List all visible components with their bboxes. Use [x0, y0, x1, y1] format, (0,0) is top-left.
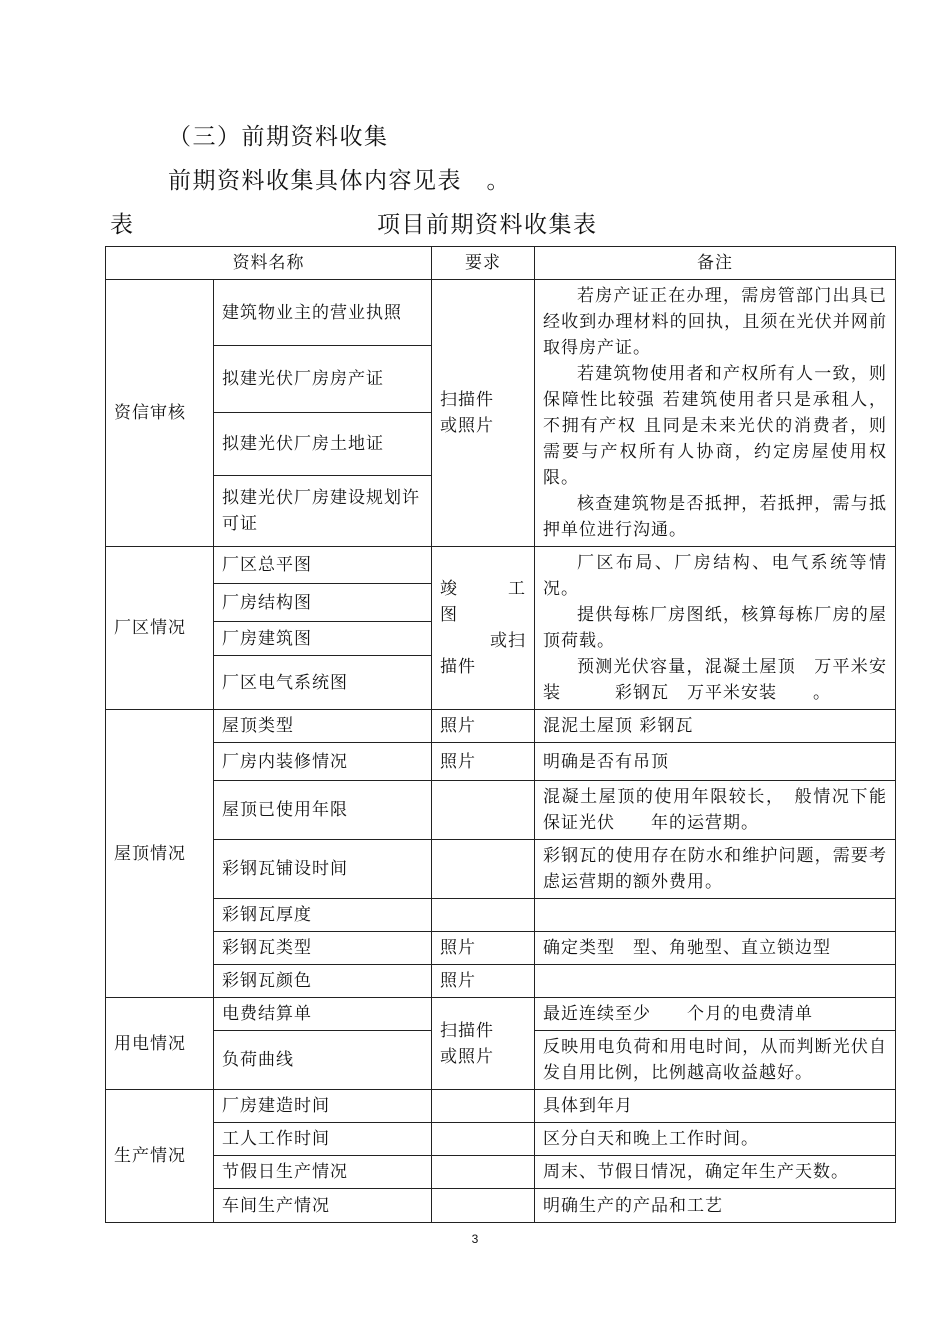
- item-cell: 拟建光伏厂房房产证: [214, 346, 432, 413]
- remark-paragraph: 若房产证正在办理，需房管部门出具已经收到办理材料的回执，且须在光伏并网前取得房产证。: [543, 286, 887, 358]
- remark-cell: 彩钢瓦的使用存在防水和维护问题，需要考虑运营期的额外费用。: [535, 840, 896, 899]
- item-cell: 厂房建筑图: [214, 622, 432, 656]
- item-cell: 建筑物业主的营业执照: [214, 280, 432, 346]
- requirement-line: 扫描件: [440, 1020, 494, 1041]
- requirement-cell: 照片: [432, 932, 535, 965]
- item-cell: 工人工作时间: [214, 1123, 432, 1156]
- item-cell: 厂区总平图: [214, 547, 432, 584]
- category-production: 生产情况: [106, 1090, 214, 1223]
- remark-cell: 最近连续至少 个月的电费清单: [535, 998, 896, 1031]
- requirement-line: 扫描件: [440, 390, 494, 410]
- category-roof: 屋顶情况: [106, 710, 214, 998]
- requirement-cell: [432, 1090, 535, 1123]
- category-power: 用电情况: [106, 998, 214, 1090]
- remark-cell: 明确是否有吊顶: [535, 743, 896, 781]
- requirement-line: 描件: [440, 657, 476, 677]
- item-cell: 厂房内装修情况: [214, 743, 432, 781]
- item-cell: 屋顶已使用年限: [214, 781, 432, 840]
- item-cell: 彩钢瓦厚度: [214, 899, 432, 932]
- remark-cell: 混泥土屋顶 彩钢瓦: [535, 710, 896, 743]
- item-cell: 彩钢瓦颜色: [214, 965, 432, 998]
- table-row: [106, 998, 896, 1031]
- table-caption-prefix: 表: [110, 212, 135, 238]
- intro-text: 前期资料收集具体内容见表 。: [168, 168, 511, 194]
- requirement-cell: 照片: [432, 710, 535, 743]
- item-cell: 拟建光伏厂房建设规划许可证: [214, 476, 432, 547]
- requirement-cell: 照片: [432, 743, 535, 781]
- requirement-cell: [432, 781, 535, 840]
- requirement-cell: [432, 1156, 535, 1189]
- requirement-power: [432, 998, 535, 1090]
- remark-paragraph: 厂区布局、厂房结构、电气系统等情况。: [543, 553, 887, 599]
- item-cell: 彩钢瓦类型: [214, 932, 432, 965]
- table-row: [106, 965, 896, 998]
- header-requirement: 要求: [432, 247, 535, 280]
- header-remark: 备注: [535, 247, 896, 280]
- remark-credit: [535, 280, 896, 547]
- remark-paragraph: 提供每栋厂房图纸，核算每栋厂房的屋顶荷载。: [543, 605, 887, 651]
- requirement-cell: [432, 1123, 535, 1156]
- remark-cell: 具体到年月: [535, 1090, 896, 1123]
- table-row: [106, 280, 896, 346]
- requirement-line: 或照片: [440, 1046, 494, 1067]
- remark-paragraph: 核查建筑物是否抵押，若抵押，需与抵押单位进行沟通。: [543, 494, 887, 540]
- remark-paragraph: 若建筑物使用者和产权所有人一致，则保障性比较强 若建筑使用者只是承租人，不拥有产权 且同是未来光伏的消费者，则需要与产权所有人协商，约定房屋使用权限。: [543, 364, 887, 488]
- requirement-cell: 照片: [432, 965, 535, 998]
- requirement-credit: [432, 280, 535, 547]
- remark-cell: 区分白天和晚上工作时间。: [535, 1123, 896, 1156]
- table-row: [106, 932, 896, 965]
- item-cell: 拟建光伏厂房土地证: [214, 413, 432, 476]
- remark-paragraph: 预测光伏容量，混凝土屋顶 万平米安装 彩钢瓦 万平米安装 。: [543, 657, 887, 703]
- requirement-line: 或照片: [440, 416, 494, 436]
- requirement-cell: [432, 1189, 535, 1223]
- remark-cell: [535, 965, 896, 998]
- item-cell: 电费结算单: [214, 998, 432, 1031]
- materials-table: [105, 246, 896, 1223]
- item-cell: 节假日生产情况: [214, 1156, 432, 1189]
- table-row: [106, 1156, 896, 1189]
- requirement-line: 或扫: [490, 631, 526, 651]
- item-cell: 负荷曲线: [214, 1031, 432, 1090]
- item-cell: 厂区电气系统图: [214, 656, 432, 710]
- table-header-row: [106, 247, 896, 280]
- table-row: [106, 1123, 896, 1156]
- table-caption-title: 项目前期资料收集表: [377, 212, 598, 238]
- table-row: [106, 710, 896, 743]
- requirement-cell: [432, 840, 535, 899]
- requirement-factory: [432, 547, 544, 710]
- remark-cell: 混凝土屋顶的使用年限较长， 般情况下能保证光伏 年的运营期。: [535, 781, 896, 840]
- table-row: [106, 899, 896, 932]
- table-row: [106, 1189, 896, 1223]
- section-heading: （三）前期资料收集: [168, 124, 389, 150]
- remark-cell: 反映用电负荷和用电时间，从而判断光伏自发自用比例，比例越高收益越好。: [535, 1031, 896, 1090]
- requirement-cell: [432, 899, 535, 932]
- table-row: [106, 1090, 896, 1123]
- remark-cell: 确定类型 型、角驰型、直立锁边型: [535, 932, 896, 965]
- item-cell: 彩钢瓦铺设时间: [214, 840, 432, 899]
- category-credit: 资信审核: [106, 280, 214, 547]
- table-row: [106, 781, 896, 840]
- remark-cell: 明确生产的产品和工艺: [535, 1189, 896, 1223]
- table-row: [106, 547, 896, 584]
- page-number: 3: [471, 1232, 479, 1246]
- table-row: [106, 743, 896, 781]
- remark-factory: [535, 547, 896, 710]
- item-cell: 厂房建造时间: [214, 1090, 432, 1123]
- item-cell: 厂房结构图: [214, 584, 432, 622]
- item-cell: 车间生产情况: [214, 1189, 432, 1223]
- item-cell: 屋顶类型: [214, 710, 432, 743]
- requirement-line: 竣 工 图: [440, 579, 544, 625]
- remark-cell: [535, 899, 896, 932]
- table-row: [106, 840, 896, 899]
- remark-cell: 周末、节假日情况，确定年生产天数。: [535, 1156, 896, 1189]
- category-factory: 厂区情况: [106, 547, 214, 710]
- header-name: 资料名称: [106, 247, 432, 280]
